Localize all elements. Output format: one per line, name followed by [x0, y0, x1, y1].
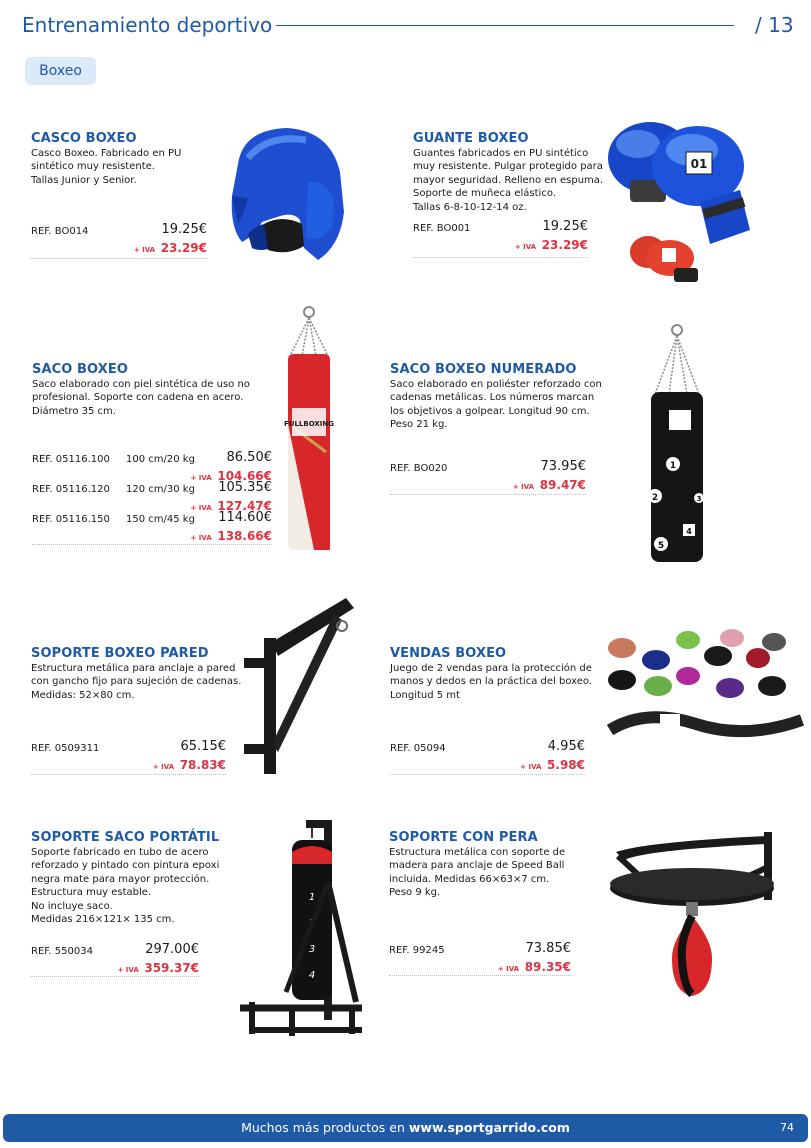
product-ref: REF. 550034: [31, 946, 93, 957]
svg-text:1: 1: [669, 461, 677, 471]
product-saco-boxeo-numerado: [390, 362, 602, 492]
price-net: 114.60€: [218, 510, 272, 525]
portable-stand-image: [232, 812, 372, 1042]
product-name: GUANTE BOXEO: [413, 131, 529, 146]
hand-wraps-image: [606, 628, 804, 746]
product-ref: REF. 05116.150: [32, 514, 110, 525]
product-size: 150 cm/45 kg: [126, 514, 195, 525]
price-with-iva: + IVA 127.47€: [190, 499, 272, 513]
product-ref: REF. BO014: [31, 226, 89, 237]
svg-text:3: 3: [308, 944, 316, 955]
header-rule: [276, 25, 734, 26]
product-name: CASCO BOXEO: [31, 131, 137, 146]
price-net: 65.15€: [180, 739, 226, 754]
product-name: SOPORTE BOXEO PARED: [31, 646, 209, 661]
speed-ball-platform-image: [606, 828, 776, 1000]
dotted-divider: [390, 774, 585, 775]
category-tag: Boxeo: [25, 57, 96, 85]
price-with-iva: + IVA 78.83€: [152, 758, 226, 772]
product-soporte-con-pera: [389, 830, 571, 974]
svg-text:01: 01: [690, 157, 708, 171]
product-saco-boxeo: [32, 362, 272, 543]
product-name: SOPORTE SACO PORTÁTIL: [31, 830, 220, 845]
price-net: 19.25€: [542, 219, 588, 234]
product-ref: REF. 0509311: [31, 743, 100, 754]
price-with-iva: + IVA 138.66€: [190, 529, 272, 543]
helmet-image: [208, 124, 356, 264]
price-with-iva: + IVA 104.66€: [190, 469, 272, 483]
punching-bag-numbered-image: [643, 322, 707, 564]
product-description: Soporte fabricado en tubo de acero reforzado y pintado con pintura epoxi negra mate para mayor protección. Estructura muy estable. No incluye saco. Medidas 216×121× 135 cm.: [31, 847, 220, 926]
product-vendas-boxeo: [390, 646, 593, 772]
svg-text:5: 5: [657, 541, 665, 551]
dotted-divider: [390, 494, 586, 495]
price-with-iva: + IVA 5.98€: [520, 758, 585, 772]
svg-text:4: 4: [308, 970, 316, 981]
wall-bracket-image: [242, 594, 358, 776]
dotted-divider: [389, 975, 571, 976]
dotted-divider: [31, 258, 207, 259]
product-ref: REF. BO020: [390, 463, 448, 474]
product-description: Casco Boxeo. Fabricado en PU sintético muy resistente. Tallas Junior y Senior.: [31, 148, 182, 186]
page-number: 74: [780, 1121, 794, 1134]
product-guante-boxeo: [413, 131, 604, 252]
page-title: Entrenamiento deportivo: [22, 13, 273, 37]
product-ref: REF. 05094: [390, 743, 446, 754]
svg-text:2: 2: [651, 493, 659, 503]
svg-text:1: 1: [308, 892, 316, 903]
product-ref: REF. 05116.100: [32, 454, 110, 465]
price-net: 297.00€: [145, 942, 199, 957]
punching-bag-red-image: [282, 304, 336, 552]
svg-text:FULLBOXING: FULLBOXING: [283, 420, 335, 428]
product-description: Guantes fabricados en PU sintético muy resistente. Pulgar protegido para mayor seguridad. Relleno en espuma. Soporte de muñeca elástico. Tallas 6-8-10-12-14 oz.: [413, 148, 604, 213]
product-soporte-saco-portatil: [31, 830, 220, 975]
product-ref: REF. 05116.120: [32, 484, 110, 495]
section-page-marker: / 13: [755, 13, 794, 37]
price-with-iva: + IVA 359.37€: [117, 961, 199, 975]
dotted-divider: [31, 774, 226, 775]
svg-text:3: 3: [696, 495, 702, 503]
product-name: SACO BOXEO NUMERADO: [390, 362, 577, 377]
price-with-iva: + IVA 89.35€: [497, 960, 571, 974]
price-net: 86.50€: [226, 450, 272, 465]
product-casco-boxeo: [31, 131, 207, 255]
product-size: 100 cm/20 kg: [126, 454, 195, 465]
product-size: 120 cm/30 kg: [126, 484, 195, 495]
dotted-divider: [413, 257, 588, 258]
dotted-divider: [32, 544, 272, 545]
price-with-iva: + IVA 23.29€: [514, 238, 588, 252]
footer-bar: [3, 1114, 808, 1142]
product-description: Saco elaborado con piel sintética de uso no profesional. Soporte con cadena en acero. Diámetro 35 cm.: [32, 379, 250, 417]
product-name: VENDAS BOXEO: [390, 646, 507, 661]
product-ref: REF. 99245: [389, 945, 445, 956]
website-link[interactable]: www.sportgarrido.com: [408, 1120, 570, 1135]
product-soporte-boxeo-pared: [31, 646, 242, 772]
gloves-image: [600, 110, 760, 290]
footer-promo: Muchos más productos en www.sportgarrido.com: [241, 1120, 570, 1135]
price-with-iva: + IVA 89.47€: [512, 478, 586, 492]
price-net: 4.95€: [547, 739, 585, 754]
product-name: SOPORTE CON PERA: [389, 830, 538, 845]
product-description: Estructura metálica para anclaje a pared con gancho fijo para sujeción de cadenas. Medidas: 52×80 cm.: [31, 663, 242, 701]
price-net: 19.25€: [161, 222, 207, 237]
product-description: Estructura metálica con soporte de madera para anclaje de Speed Ball incluida. Medidas 66×63×7 cm. Peso 9 kg.: [389, 847, 566, 899]
price-net: 73.95€: [540, 459, 586, 474]
product-name: SACO BOXEO: [32, 362, 128, 377]
price-net: 105.35€: [218, 480, 272, 495]
product-description: Juego de 2 vendas para la protección de manos y dedos en la práctica del boxeo. Longitud 5 mt: [390, 663, 593, 701]
product-ref: REF. BO001: [413, 223, 471, 234]
price-with-iva: + IVA 23.29€: [133, 241, 207, 255]
price-net: 73.85€: [525, 941, 571, 956]
svg-text:4: 4: [686, 527, 692, 536]
product-description: Saco elaborado en poliéster reforzado con cadenas metálicas. Los números marcan los objetivos a golpear. Longitud 90 cm. Peso 21 kg.: [390, 379, 602, 431]
dotted-divider: [31, 976, 199, 977]
